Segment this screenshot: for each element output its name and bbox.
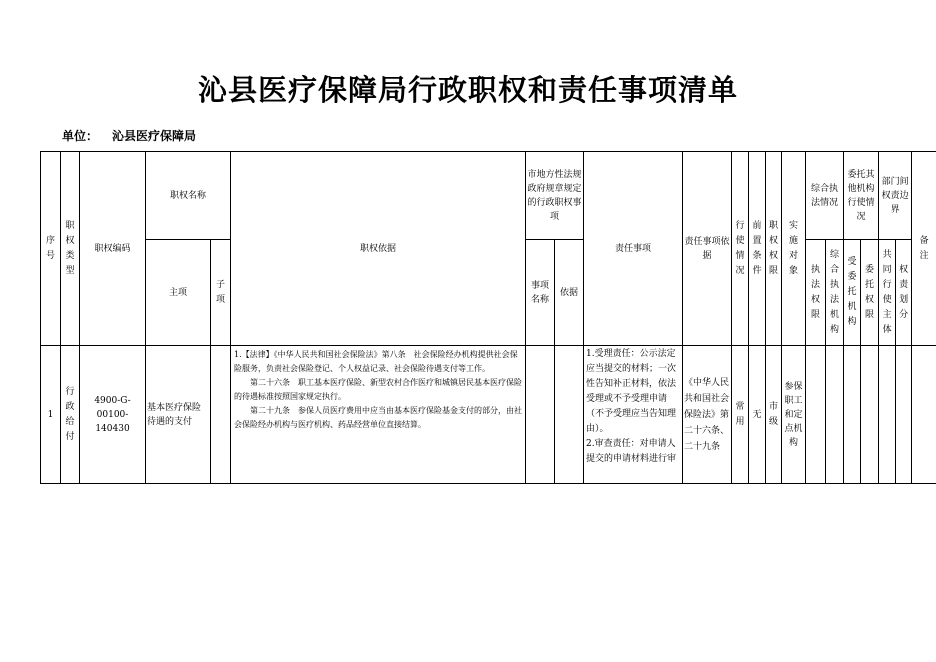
row-dept-div <box>896 346 912 484</box>
header-entrust: 委托其他机构行使情况 <box>844 152 879 240</box>
row-comp-sub <box>806 346 826 484</box>
row-entrusted <box>844 346 861 484</box>
row-entrust-scope <box>861 346 879 484</box>
unit-label: 单位： <box>62 129 99 143</box>
header-main: 主项 <box>146 240 211 346</box>
header-local-item: 事项名称 <box>526 240 555 346</box>
row-exercise: 常用 <box>732 346 749 484</box>
header-local: 市地方性法规政府规章规定的行政职权事项 <box>526 152 584 240</box>
unit-line <box>62 127 196 144</box>
row-code: 4900-G-00100-140430 <box>80 346 146 484</box>
header-entrust-scope: 委托权限 <box>861 240 879 346</box>
row-type: 行政给付 <box>61 346 80 484</box>
row-remark <box>912 346 936 484</box>
row-main: 基本医疗保险待遇的支付 <box>146 346 211 484</box>
header-type: 职权类型 <box>61 152 80 346</box>
unit-value: 沁县医疗保障局 <box>112 129 197 143</box>
duty-list-table <box>40 151 936 484</box>
header-entrusted: 受委托机构 <box>844 240 861 346</box>
header-seq: 序号 <box>41 152 61 346</box>
table-row <box>41 346 936 484</box>
row-dept-joint <box>879 346 896 484</box>
row-local-basis <box>555 346 584 484</box>
header-comp: 综合执法情况 <box>806 152 844 240</box>
header-comp-agency: 综合执法机构 <box>826 240 844 346</box>
header-comp-sub: 执法权限 <box>806 240 826 346</box>
header-dept-div: 权责划分 <box>896 240 912 346</box>
row-comp-agency <box>826 346 844 484</box>
row-sub <box>211 346 231 484</box>
header-row-1 <box>41 152 936 240</box>
header-name: 职权名称 <box>146 152 231 240</box>
header-target: 实施对象 <box>782 152 806 346</box>
header-basis: 职权依据 <box>231 152 526 346</box>
resp-para-2: 2.审查责任：对申请人提交的申请材料进行审 <box>586 439 677 464</box>
header-exercise: 行使情况 <box>732 152 749 346</box>
row-target: 参保职工和定点机构 <box>782 346 806 484</box>
page-title: 沁县医疗保障局行政职权和责任事项清单 <box>197 73 738 107</box>
header-dept-joint: 共同行使主体 <box>879 240 896 346</box>
basis-para-3: 第二十九条 参保人员医疗费用中应当由基本医疗保险基金支付的部分，由社会保险经办机构与医疗机构、药品经营单位直接结算。 <box>234 406 523 429</box>
header-level: 职权权限 <box>766 152 782 346</box>
row-resp <box>584 346 683 484</box>
header-precond: 前置条件 <box>749 152 766 346</box>
header-remark: 备注 <box>912 152 936 346</box>
header-code: 职权编码 <box>80 152 146 346</box>
header-sub: 子项 <box>211 240 231 346</box>
row-level: 市级 <box>766 346 782 484</box>
row-local-item <box>526 346 555 484</box>
header-resp: 责任事项 <box>584 152 683 346</box>
header-local-basis: 依据 <box>555 240 584 346</box>
row-resp-basis: 《中华人民共和国社会保险法》第二十六条、二十九条 <box>683 346 732 484</box>
header-resp-basis: 责任事项依据 <box>683 152 732 346</box>
row-basis <box>231 346 526 484</box>
basis-para-2: 第二十六条 职工基本医疗保险、新型农村合作医疗和城镇居民基本医疗保险的待遇标准按照国家规定执行。 <box>234 378 523 401</box>
header-dept: 部门间权责边界 <box>879 152 912 240</box>
basis-para-1: 1.【法律】《中华人民共和国社会保险法》第八条 社会保险经办机构提供社会保险服务，负责社会保险登记、个人权益记录、社会保险待遇支付等工作。 <box>234 350 518 373</box>
row-seq: 1 <box>41 346 61 484</box>
row-precond: 无 <box>749 346 766 484</box>
resp-para-1: 1.受理责任：公示法定应当提交的材料；一次性告知补正材料，依法受理或不予受理申请（不予受理应当告知理由）。 <box>586 349 677 434</box>
